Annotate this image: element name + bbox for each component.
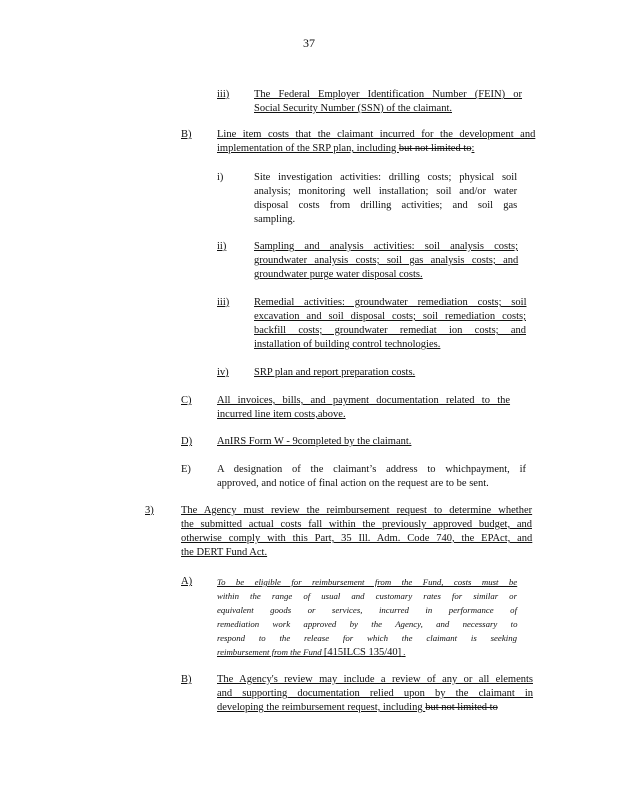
item-label: i) — [217, 172, 224, 183]
text-line — [254, 324, 526, 338]
text-segment: AnIRS Form W - 9completed by the claimant. — [217, 436, 412, 447]
text-line — [181, 518, 532, 532]
text-line — [217, 142, 535, 156]
text-line — [254, 102, 522, 116]
text-segment: [415ILCS 135/40] — [323, 647, 402, 658]
item-text — [254, 366, 438, 380]
text-line — [217, 673, 533, 687]
item-label: D) — [181, 436, 193, 447]
text-segment: and supporting documentation relied upon by the claimant in — [217, 688, 534, 699]
item-label: B) — [181, 129, 192, 140]
text-segment: disposal costs from drilling activities; and soil gas — [254, 200, 518, 211]
text-segment: equivalent goods or services, incurred in performance of — [217, 605, 518, 615]
text-segment: All invoices, bills, and payment documentation related to the — [217, 395, 511, 406]
text-line — [254, 88, 522, 102]
text-segment: backfill costs; groundwater remediat ion costs; and — [254, 325, 527, 336]
item-text — [254, 296, 526, 352]
text-segment: reimbursement from the Fund — [217, 647, 324, 657]
item-label: A) — [181, 576, 193, 587]
item-text — [217, 394, 510, 422]
text-line — [217, 701, 533, 715]
item-label: iii) — [217, 297, 230, 308]
item-label: iv) — [217, 367, 229, 378]
text-segment: groundwater analysis costs; soil gas analysis costs; and — [254, 255, 519, 266]
text-segment: groundwater purge water disposal costs. — [254, 269, 423, 280]
text-segment: excavation and soil disposal costs; soil remediation costs; — [254, 311, 526, 322]
text-segment: The Agency must review the reimbursement request to determine whether — [181, 505, 533, 516]
item-text — [217, 463, 526, 491]
text-line — [181, 532, 532, 546]
text-segment: analysis; monitoring well installation; soil and/or water — [254, 186, 518, 197]
item-text — [217, 575, 517, 660]
text-segment: the submitted actual costs fall within the previously approved budget, and — [181, 519, 532, 530]
item-label: B) — [181, 674, 192, 685]
item-text — [254, 88, 522, 116]
text-segment: implementation of the SRP plan, including — [217, 143, 399, 154]
text-segment: remediation work approved by the Agency, and necessary to — [217, 619, 518, 629]
text-line — [254, 268, 518, 282]
item-label: ii) — [217, 241, 227, 252]
text-segment: approved, and notice of final action on the request are to be sent. — [217, 478, 489, 489]
text-line — [254, 199, 517, 213]
item-label: 3) — [145, 505, 154, 516]
item-text — [217, 128, 535, 156]
text-line — [217, 128, 535, 142]
text-segment: otherwise comply with this Part, 35 Ill. Adm. Code 740, the EPAct, and — [181, 533, 533, 544]
page-number: 37 — [303, 36, 315, 50]
text-line — [217, 631, 517, 645]
item-label: E) — [181, 464, 191, 475]
item-text — [254, 240, 518, 282]
text-segment: respond to the release for which the claimant is seeking — [217, 633, 517, 643]
item-text — [217, 673, 533, 715]
text-segment: The Federal Employer Identification Number (FEIN) or — [254, 89, 523, 100]
text-segment: Remedial activities: groundwater remediation costs; soil — [254, 297, 527, 308]
text-segment: SRP plan and report preparation costs. — [254, 367, 416, 378]
text-line — [254, 366, 438, 380]
text-segment: The Agency's review may include a review of any or all elements — [217, 674, 533, 685]
item-text — [254, 171, 517, 227]
struck-text: but not limited to — [398, 143, 472, 154]
text-line — [254, 296, 526, 310]
text-segment: within the range of usual and customary rates for similar or — [217, 591, 517, 601]
item-text — [217, 435, 441, 449]
text-segment: installation of building control technologies. — [254, 339, 441, 350]
text-line — [217, 435, 441, 449]
text-line — [217, 617, 517, 631]
text-line — [254, 171, 517, 185]
text-segment: Line item costs that the claimant incurred for the development and — [217, 129, 536, 140]
text-line — [254, 338, 526, 352]
text-segment: developing the reimbursement request, including — [217, 702, 426, 713]
text-line — [217, 463, 526, 477]
text-line — [181, 546, 532, 560]
text-line — [254, 213, 517, 227]
text-segment: Sampling and analysis activities: soil analysis costs; — [254, 241, 518, 252]
text-line — [217, 687, 533, 701]
text-line — [181, 504, 532, 518]
text-line — [217, 575, 517, 589]
text-line — [217, 645, 517, 660]
text-segment: To be eligible for reimbursement from the Fund, costs must be — [217, 577, 518, 587]
text-line — [254, 185, 517, 199]
struck-text: but not limited to — [425, 702, 498, 713]
text-line — [254, 254, 518, 268]
item-label: C) — [181, 395, 192, 406]
text-segment: Social Security Number (SSN) of the claimant. — [254, 103, 452, 114]
text-segment: incurred line item costs,above. — [217, 409, 346, 420]
text-segment: A designation of the claimant’s address to whichpayment, if — [217, 464, 526, 475]
text-line — [217, 394, 510, 408]
item-text — [181, 504, 532, 560]
text-line — [217, 603, 517, 617]
text-line — [254, 240, 518, 254]
text-segment: : — [471, 143, 475, 154]
text-segment: the DERT Fund Act. — [181, 547, 268, 558]
text-segment: Site investigation activities: drilling costs; physical soil — [254, 172, 518, 183]
text-line — [217, 589, 517, 603]
text-segment: sampling. — [254, 214, 296, 225]
text-line — [217, 477, 526, 491]
item-label: iii) — [217, 89, 230, 100]
text-line — [217, 408, 510, 422]
text-line — [254, 310, 526, 324]
text-segment: . — [401, 647, 406, 657]
